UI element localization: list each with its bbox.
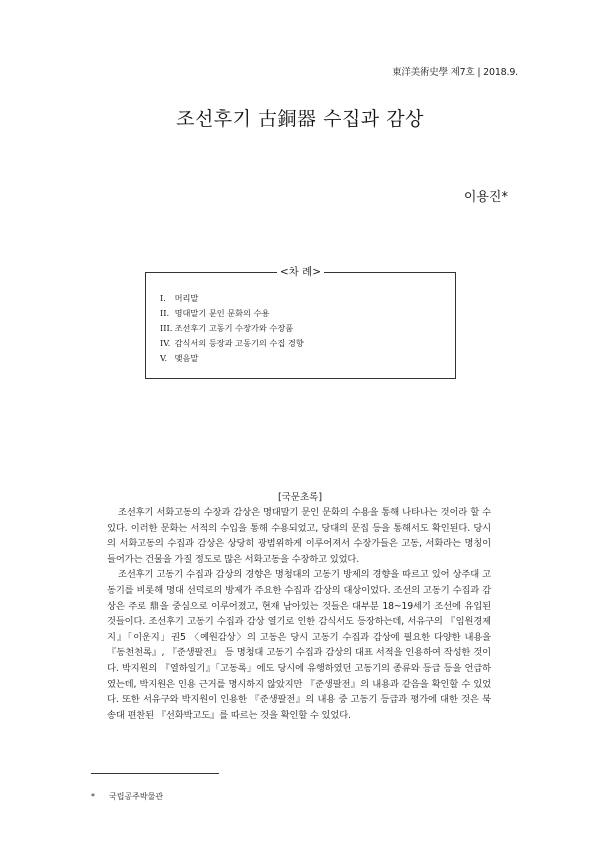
- toc-item-number: IV.: [160, 338, 171, 348]
- toc-heading: [146, 265, 455, 279]
- toc-item: [160, 321, 304, 336]
- toc-item-text: 맺음말: [174, 353, 199, 363]
- toc-item-text: 명대말기 문인 문화의 수용: [174, 308, 270, 318]
- toc-item-number: II.: [160, 308, 170, 318]
- abstract-paragraph: 조선후기 서화고동의 수장과 감상은 명대말기 문인 문화의 수용을 통해 나타나는 것이라 할 수 있다. 이러한 문화는 서적의 수입을 통해 수용되었고, 당대의 문집 등을 통해서도 확인된다. 당시의 서화고동의 수집과 감상은 상당히 광범위하게 이루어져서 수장가들은 고동, 서화라는 명칭이 들어가는 건물을 가질 정도로 많은 서화고동을 수장하고 있었다.: [107, 507, 491, 565]
- toc-item-text: 감식서의 등장과 고동기의 수집 경향: [174, 338, 304, 348]
- toc-item: [160, 306, 304, 321]
- paper-title: 조선후기 古銅器 수집과 감상: [176, 108, 424, 130]
- abstract-label: [국문초록]: [277, 492, 323, 503]
- abstract-body: [107, 505, 491, 723]
- footnote-mark: *: [91, 792, 95, 801]
- toc-item-number: III.: [160, 323, 173, 333]
- toc-heading-text: <차 례>: [277, 266, 324, 278]
- abstract-paragraph: 조선후기 고동기 수집과 감상의 경향은 명청대의 고동기 방제의 경향을 따르고 있어 상주대 고동기를 비롯해 명대 선덕로의 방제가 주요한 수집과 감상의 대상이었다. 조선의 고동기 수집과 감상은 주로 鼎을 중심으로 이루어졌고, 현재 남아있는 것들은 대부분 18~19세기 조선에 유입된 것들이다. 조선후기 고동기 수집과 감상 열기로 인한 감식서도 등장하는데, 서유구의 『임원경제지』「이운지」권5 〈예원감상〉의 고동은 당시 고동기 수집과 감상에 필요한 다양한 내용을 『동천천록』, 『준생팔전』 등 명청대 고동기 수집과 감상의 대표 서적을 인용하여 작성한 것이다. 박지원의 『열하일기』「고동록」에도 당시에 유행하였던 고동기의 종류와 등급 등을 언급하였는데, 박지원은 인용 근거를 명시하지 않았지만 『준생팔전』의 내용과 같음을 확인할 수 있었다. 또한 서유구와 박지원이 인용한 『준생팔전』의 내용 중 고동기 등급과 평가에 대한 것은 북송대 편찬된 『선화박고도』를 따르는 것을 확인할 수 있었다.: [107, 569, 491, 721]
- toc-item: [160, 336, 304, 351]
- toc-item: [160, 351, 304, 366]
- footnote: [91, 791, 163, 802]
- toc-item-number: V.: [160, 353, 168, 363]
- author-name: 이용진*: [463, 190, 508, 205]
- table-of-contents: [145, 266, 456, 379]
- toc-item-text: 머리말: [174, 293, 199, 303]
- journal-header: 東洋美術史學 제7호 | 2018.9.: [392, 67, 518, 78]
- toc-item: [160, 291, 304, 306]
- toc-item-text: 조선후기 고동기 수장가와 수장품: [174, 323, 294, 333]
- footnote-text: 국립공주박물관: [109, 792, 164, 801]
- footnote-divider: [91, 773, 219, 774]
- toc-list: [160, 291, 304, 366]
- toc-item-number: I.: [160, 293, 166, 303]
